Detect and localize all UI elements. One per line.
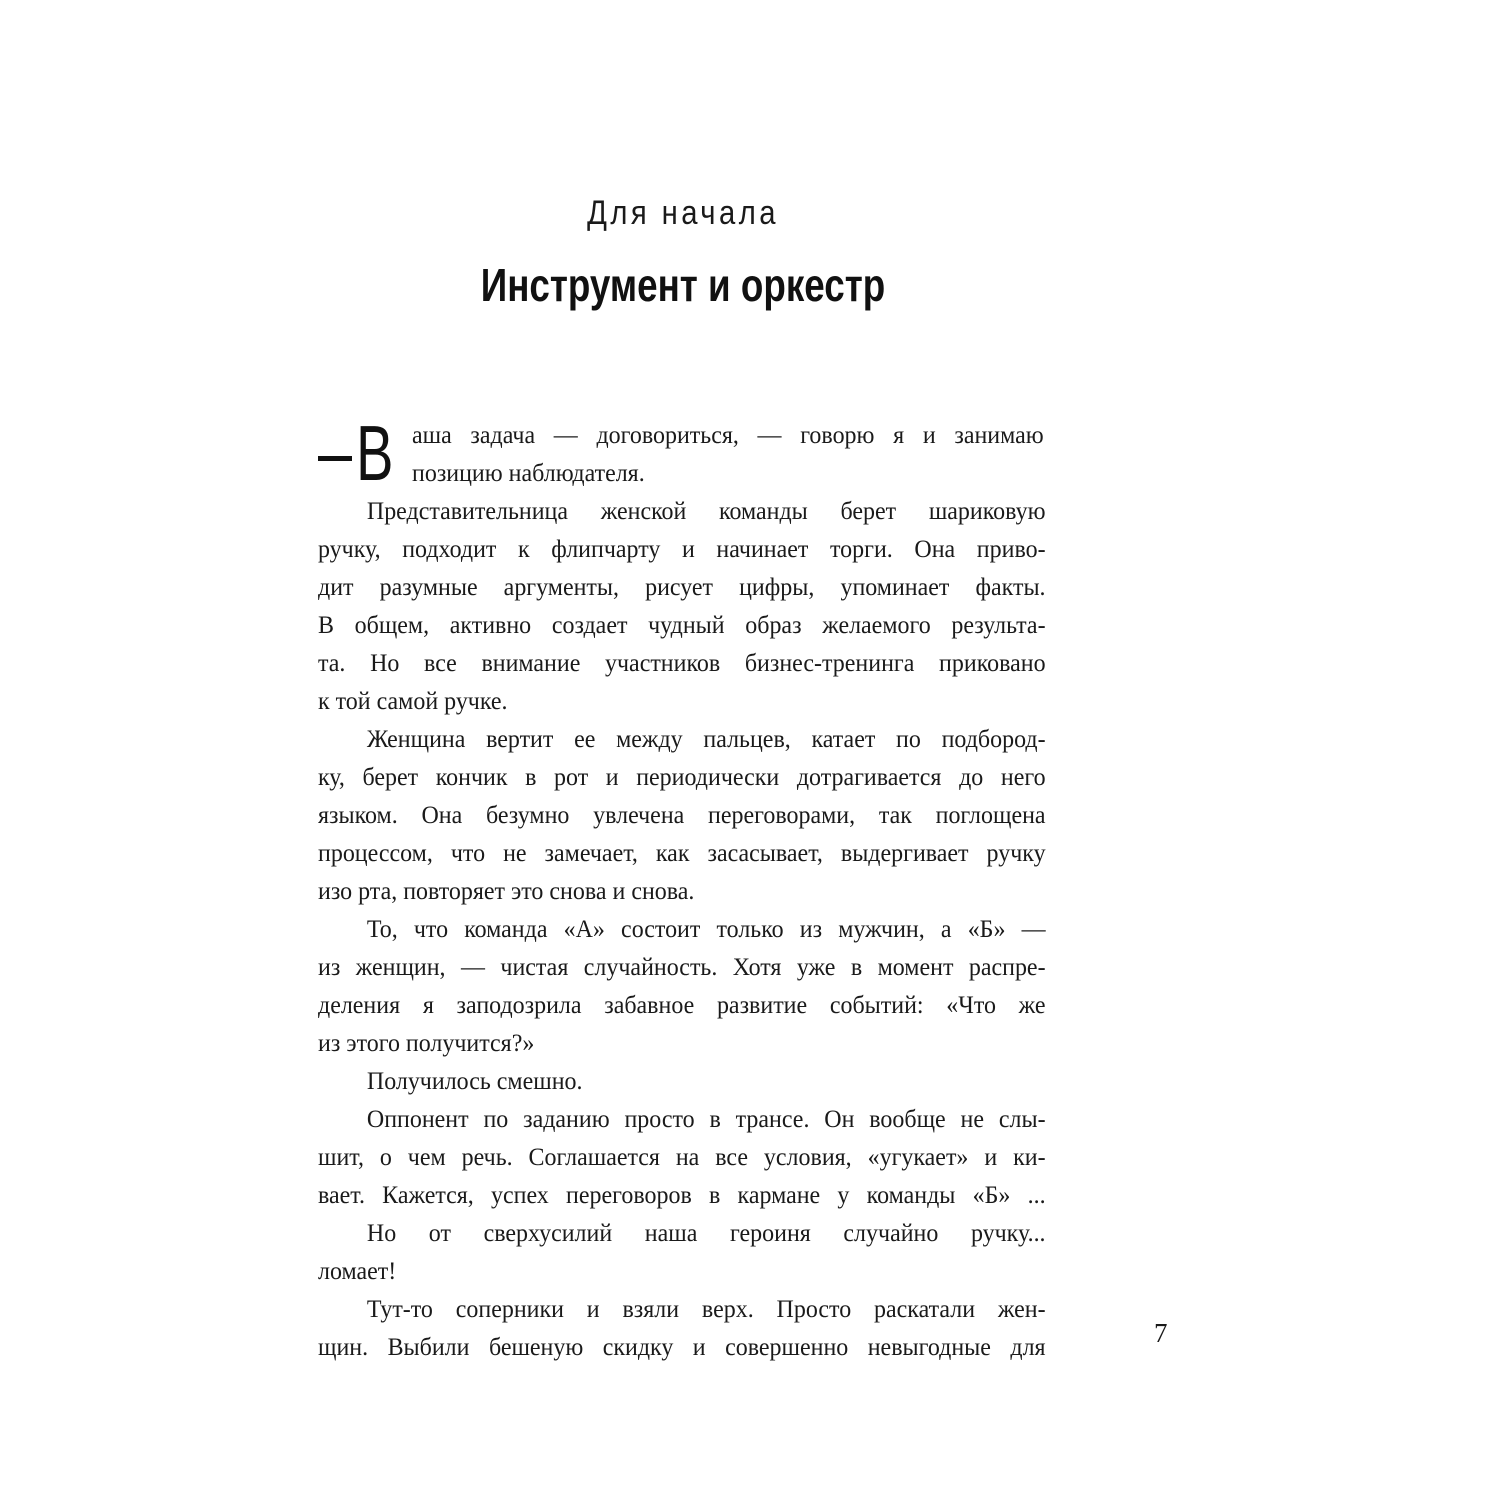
text-line: ломает!: [318, 1256, 397, 1285]
text-line: к той самой ручке.: [318, 686, 508, 715]
text-line: Женщина вертит ее между пальцев, катает по подбород-: [366, 724, 1046, 753]
text-line: щин. Выбили бешеную скидку и совершенно невыгодные для: [318, 1332, 1046, 1361]
text-line: Тут-то соперники и взяли верх. Просто раскатали жен-: [366, 1294, 1046, 1323]
text-line: То, что команда «А» состоит только из мужчин, а «Б» —: [366, 914, 1046, 943]
text-line: аша задача — договориться, — говорю я и занимаю: [412, 420, 1044, 449]
text-line: позицию наблюдателя.: [412, 458, 645, 487]
text-line: Получилось смешно.: [366, 1066, 583, 1095]
text-line: языком. Она безумно увлечена переговорами, так поглощена: [318, 800, 1046, 829]
text-line: Представительница женской команды берет шариковую: [366, 496, 1046, 525]
chapter-title: Инструмент и оркестр: [480, 259, 886, 311]
text-line: изо рта, повторяет это снова и снова.: [318, 876, 695, 905]
text-line: ручку, подходит к флипчарту и начинает торги. Она приво-: [318, 534, 1046, 563]
text-line: ку, берет кончик в рот и периодически дотрагивается до него: [318, 762, 1046, 791]
text-line: вает. Кажется, успех переговоров в кармане у команды «Б» ...: [318, 1180, 1046, 1209]
text-line: деления я заподозрила забавное развитие событий: «Что же: [318, 990, 1046, 1019]
page-number: 7: [1154, 1318, 1168, 1348]
text-line: В общем, активно создает чудный образ желаемого результа-: [318, 610, 1046, 639]
text-line: процессом, что не замечает, как засасывает, выдергивает ручку: [318, 838, 1046, 867]
text-line: Но от сверхусилий наша героиня случайно ручку...: [366, 1218, 1046, 1247]
chapter-kicker: Для начала: [587, 194, 779, 232]
dropcap-letter: В: [356, 409, 394, 497]
dropcap-dash: [318, 456, 352, 461]
text-line: та. Но все внимание участников бизнес-тренинга приковано: [318, 648, 1046, 677]
text-line: шит, о чем речь. Соглашается на все условия, «угукает» и ки-: [318, 1142, 1046, 1171]
text-line: Оппонент по заданию просто в трансе. Он вообще не слы-: [366, 1104, 1046, 1133]
text-line: дит разумные аргументы, рисует цифры, упоминает факты.: [318, 572, 1046, 601]
text-line: из женщин, — чистая случайность. Хотя уже в момент распре-: [318, 952, 1046, 981]
text-line: из этого получится?»: [318, 1028, 535, 1057]
